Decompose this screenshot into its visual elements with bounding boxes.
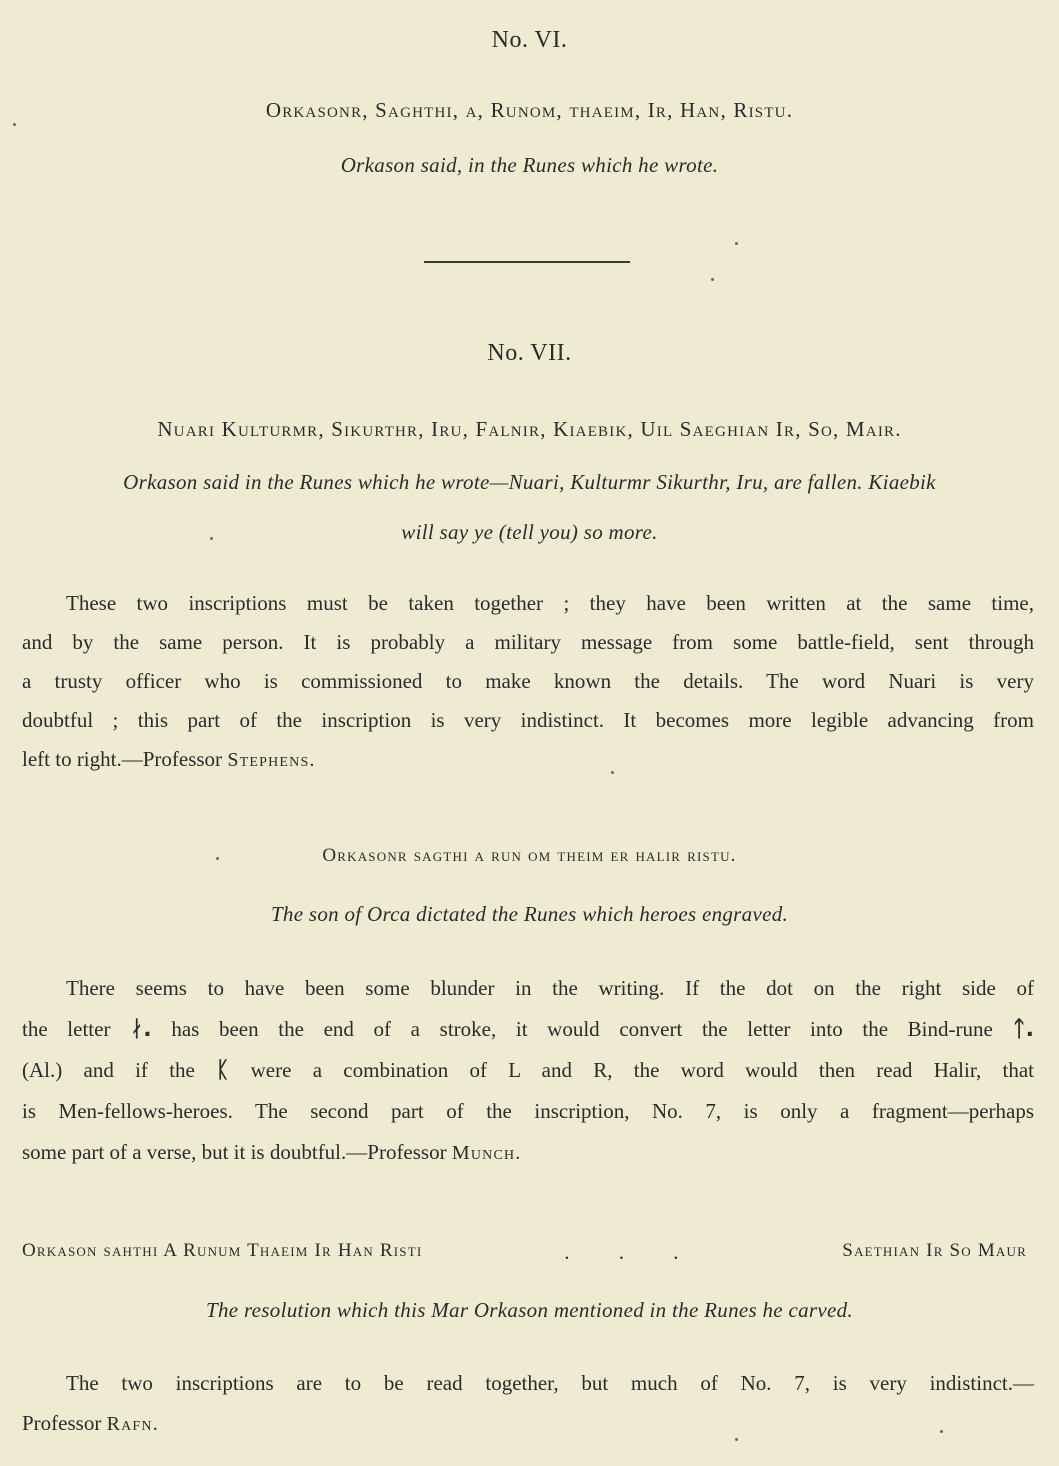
commentary-munch xyxy=(22,968,1034,1174)
section-heading-vi: No. VI. xyxy=(491,27,568,53)
reading-right: Saethian Ir So Maur xyxy=(842,1240,1027,1261)
paper-speck xyxy=(940,1430,943,1433)
author-name: Rafn. xyxy=(106,1413,159,1435)
text-line: a trusty officer who is commissioned to make known the details. The word Nuari is very xyxy=(22,669,1034,693)
paper-speck xyxy=(611,771,614,774)
text-fragment: has been the end of a stroke, it would convert the letter into the Bind-rune xyxy=(171,1017,993,1041)
section-divider xyxy=(424,261,630,263)
reading-left: Orkason sahthi A Runum Thaeim Ir Han Risti xyxy=(22,1240,423,1261)
commentary-rafn xyxy=(22,1363,1034,1444)
text-line: is Men-fellows-heroes. The second part of the inscription, No. 7, is only a fragment—perhaps xyxy=(22,1099,1034,1123)
paper-speck xyxy=(13,123,16,126)
translation-vi: Orkason said, in the Runes which he wrote. xyxy=(340,153,719,177)
bind-rune-glyph: ᛏ. xyxy=(1012,1017,1035,1042)
runic-transliteration-vii: Nuari Kulturmr, Sikurthr, Iru, Falnir, Kiaebik, Uil Saeghian Ir, So, Mair. xyxy=(157,417,902,441)
text-fragment: were a combination of L and R, the word would then read Halir, that xyxy=(250,1058,1035,1082)
runic-transliteration-vi: Orkasonr, Saghthi, a, Runom, thaeim, Ir, Han, Ristu. xyxy=(265,98,794,122)
translation-vii-line2: will say ye (tell you) so more. xyxy=(401,520,658,544)
rune-glyph: ᛕ xyxy=(216,1058,230,1083)
text-line: The two inscriptions are to be read together, but much of No. 7, is very indistinct.— xyxy=(66,1371,1034,1395)
paper-speck xyxy=(735,242,738,245)
text-fragment: the letter xyxy=(22,1017,111,1041)
commentary-stephens xyxy=(22,584,1034,780)
paper-speck xyxy=(735,1438,738,1441)
text-line xyxy=(22,1403,1034,1444)
attribution-prefix: left to right.—Professor xyxy=(22,747,228,771)
text-line xyxy=(22,1132,1034,1174)
paper-speck xyxy=(210,537,213,540)
paper-speck xyxy=(711,278,714,281)
text-line: These two inscriptions must be taken together ; they have been written at the same time, xyxy=(66,591,1034,615)
text-line xyxy=(22,1009,1034,1050)
translation-rafn: The resolution which this Mar Orkason mentioned in the Runes he carved. xyxy=(206,1298,853,1322)
translation-vii-line1: Orkason said in the Runes which he wrote—Nuari, Kulturmr Sikurthr, Iru, are fallen. Kiaebik xyxy=(123,470,936,494)
translation-munch: The son of Orca dictated the Runes which heroes engraved. xyxy=(270,902,789,926)
runic-reading-rafn xyxy=(22,1240,1027,1265)
author-name: Stephens. xyxy=(227,749,316,771)
attribution-prefix: some part of a verse, but it is doubtful.—Professor xyxy=(22,1140,452,1164)
ellipsis: . . . xyxy=(564,1240,701,1264)
attribution-prefix: Professor xyxy=(22,1411,107,1435)
rune-glyph: ᛅ. xyxy=(130,1017,152,1042)
text-fragment: (Al.) and if the xyxy=(22,1058,195,1082)
paper-speck xyxy=(216,857,219,860)
text-line: There seems to have been some blunder in the writing. If the dot on the right side of xyxy=(66,976,1034,1000)
text-line: and by the same person. It is probably a military message from some battle-field, sent through xyxy=(22,630,1034,654)
author-name: Munch. xyxy=(451,1142,522,1164)
runic-reading-munch: Orkasonr sagthi a run om theim er halir ristu. xyxy=(322,845,737,866)
text-line: doubtful ; this part of the inscription is very indistinct. It becomes more legible advancing from xyxy=(22,708,1034,732)
text-line xyxy=(22,740,1034,780)
text-line xyxy=(22,1050,1034,1091)
section-heading-vii: No. VII. xyxy=(487,340,572,366)
